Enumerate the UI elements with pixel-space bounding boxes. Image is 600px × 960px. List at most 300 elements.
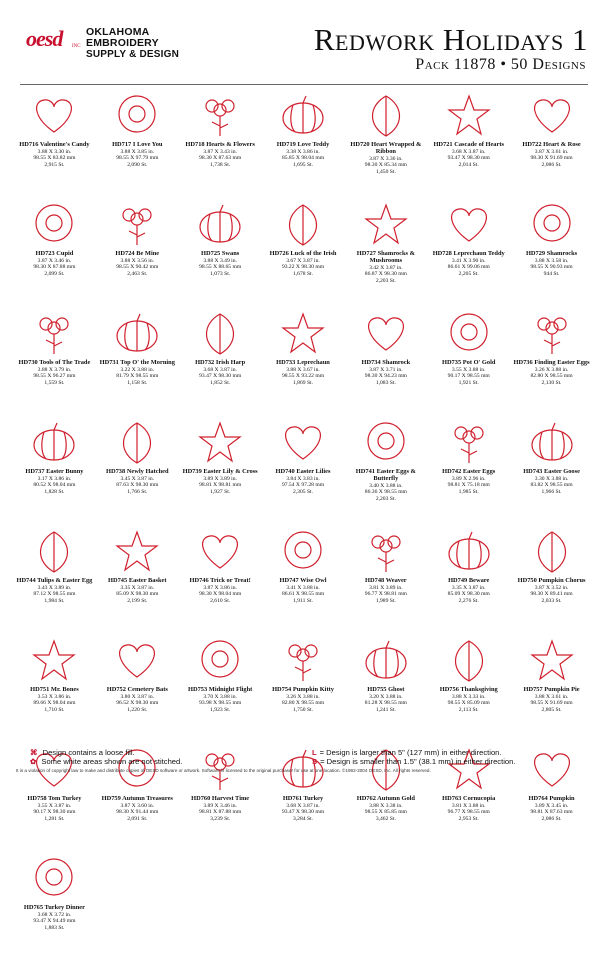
design-name: Pumpkin Kitty [292,686,334,693]
design-title [347,360,424,367]
design-size-inches: 3.88 X 3.79 in. [37,366,72,373]
design-name: Pumpkin [549,795,575,802]
design-size-inches: 3.87 X 3.52 in. [534,584,569,591]
design-tile[interactable] [345,306,426,415]
design-stitch-count: 2,014 St. [458,161,479,168]
design-tile[interactable] [263,88,344,197]
design-tile[interactable] [263,306,344,415]
design-size-inches: 3.41 X 3.88 in. [286,584,320,591]
design-id: HD716 [19,141,39,148]
design-tile[interactable] [511,633,592,742]
logo-mark-suffix: INC [72,44,81,49]
design-name: Easter Eggs [462,468,496,475]
design-caption [97,578,178,604]
design-title [347,578,424,585]
design-id: HD758 [27,795,47,802]
design-title [265,360,342,367]
pie-icon [522,633,582,685]
design-size-inches: 3.30 X 3.88 in. [534,475,569,482]
design-caption [345,469,426,502]
design-tile[interactable] [428,415,509,524]
design-id: HD754 [272,686,292,693]
design-caption [14,796,95,822]
design-name: Turkey Dinner [44,904,85,911]
design-size-inches: 3.22 X 3.88 in. [120,366,155,373]
thanksgiving-sign-icon [439,633,499,685]
design-size-inches: 3.68 X 3.87 in. [451,148,486,155]
design-caption [97,251,178,277]
design-name: Autumn Gold [377,795,415,802]
design-tile[interactable] [511,88,592,197]
design-id: HD748 [365,577,385,584]
oesd-logo-mark [26,24,80,68]
leprechaun-teddy-icon [439,197,499,249]
design-title [265,142,342,149]
design-caption [97,142,178,168]
design-size-inches: 3.88 X 3.30 in. [37,148,72,155]
design-id: HD733 [276,359,296,366]
design-name: Autumn Treasures [122,795,173,802]
design-tile[interactable] [180,88,261,197]
design-stitch-count: 1,073 St. [210,270,231,277]
design-stitch-count: 1,921 St. [458,379,479,386]
design-tile[interactable] [97,633,178,742]
design-size-mm: 86.36 X 98.55 mm [364,489,407,496]
bunny-icon [522,306,582,358]
design-tile[interactable] [180,524,261,633]
design-id: HD741 [355,468,375,475]
page-header [0,0,600,82]
design-id: HD744 [16,577,36,584]
design-size-inches: 3.89 X 2.96 in. [451,475,486,482]
design-tile[interactable] [180,742,261,851]
design-tile[interactable] [511,524,592,633]
design-tile[interactable] [345,197,426,306]
design-title [430,578,507,585]
logo-company-name [86,27,179,60]
design-size-mm: 98.55 X 93.22 mm [281,373,325,380]
design-name: Tools of The Trade [39,359,91,366]
design-tile[interactable] [428,524,509,633]
design-title [430,469,507,476]
design-stitch-count: 2,130 St. [541,379,562,386]
heart-rose-icon [522,88,582,140]
leprechaun-hat-icon [24,306,84,358]
design-tile[interactable] [14,524,95,633]
design-stitch-count: 2,033 St. [541,597,562,604]
design-name: Pumpkin Chorus [538,577,586,584]
design-id: HD759 [101,795,121,802]
design-size-inches: 3.70 X 3.88 in. [203,693,237,700]
pot-of-gold-icon [439,306,499,358]
design-name: Leprechaun [296,359,330,366]
design-id: HD756 [439,686,459,693]
design-size-inches: 3.45 X 3.87 in. [120,475,155,482]
lily-cross-icon [190,415,250,467]
design-title [182,360,259,367]
design-size-inches: 3.88 X 3.49 in. [203,257,237,264]
design-title [430,142,507,149]
design-size-mm: 98.30 X 89.41 mm [530,591,573,598]
design-tile[interactable] [14,851,95,960]
design-caption [14,687,95,713]
design-size-mm: 98.55 X 91.69 mm [530,700,573,707]
design-size-mm: 90.17 X 98.30 mm [33,809,76,816]
design-size-mm: 98.30 X 98.04 mm [199,591,242,598]
design-size-mm: 87.63 X 98.30 mm [116,482,159,489]
design-size-mm: 97.54 X 97.28 mm [281,482,325,489]
design-title [16,796,93,803]
design-name: Cupid [56,250,74,257]
design-title [513,360,590,367]
design-stitch-count: 1,241 St. [375,706,396,713]
design-id: HD725 [201,250,221,257]
design-caption [263,251,344,277]
design-id: HD722 [522,141,542,148]
design-size-inches: 3.43 X 3.89 in. [37,584,72,591]
design-title [99,687,176,694]
design-size-inches: 3.53 X 3.86 in. [37,693,72,700]
design-caption [14,905,95,931]
mushrooms-icon [356,197,416,249]
design-title [182,796,259,803]
design-title [347,469,424,483]
design-title [430,687,507,694]
design-caption [97,469,178,495]
design-caption [345,687,426,713]
design-stitch-count: 1,559 St. [44,379,65,386]
design-title [513,687,590,694]
design-size-mm: 89.66 X 98.04 mm [33,700,76,707]
design-id: HD762 [356,795,376,802]
design-tile[interactable] [345,524,426,633]
design-size-mm: 86.61 X 98.55 mm [281,591,325,598]
design-size-inches: 3.88 X 3.33 in. [451,693,486,700]
design-tile[interactable] [511,197,592,306]
design-name: Harvest Time [211,795,250,802]
design-id: HD730 [18,359,38,366]
design-name: Easter Eggs & Butterfly [373,468,416,482]
lilies-icon [273,415,333,467]
design-size-mm: 98.55 X 96.27 mm [33,373,76,380]
design-id: HD731 [99,359,119,366]
design-size-mm: 93.47 X 94.49 mm [33,918,76,925]
design-stitch-count: 1,450 St. [375,168,396,175]
design-stitch-count: 944 St. [543,270,560,277]
shamrock-icon [356,306,416,358]
design-size-inches: 3.35 X 3.87 in. [120,584,155,591]
design-stitch-count: 1,869 St. [292,379,314,386]
design-size-inches: 3.55 X 3.88 in. [451,366,486,373]
design-stitch-count: 2,099 St. [44,270,65,277]
design-name: Heart Wrapped & Ribbon [371,141,422,155]
swans-icon [190,197,250,249]
design-size-mm: 85.09 X 98.30 mm [116,591,159,598]
design-size-mm: 86.87 X 98.30 mm [364,271,407,278]
design-name: Turkey [303,795,324,802]
legend-small [312,757,515,766]
design-name: I Love You [132,141,163,148]
top-hat-icon [107,306,167,358]
design-id: HD727 [356,250,376,257]
design-size-inches: 3.88 X 3.67 in. [286,366,320,373]
design-size-inches: 3.20 X 3.88 in. [369,693,403,700]
design-tile[interactable] [345,88,426,197]
design-size-inches: 3.38 X 3.86 in. [286,148,320,155]
design-id: HD753 [187,686,208,693]
design-size-mm: 98.55 X 83.82 mm [33,155,76,162]
page-title: Redwork Holidays 1 [313,22,588,57]
design-name: Cascade of Hearts [454,141,504,148]
design-caption [14,142,95,168]
design-size-mm: 93.47 X 98.30 mm [447,155,490,162]
design-name: Easter Basket [128,577,167,584]
design-stitch-count: 1,911 St. [293,597,313,604]
design-name: Ghost [388,686,405,693]
design-tile[interactable] [511,742,592,851]
design-id: HD750 [517,577,537,584]
design-tile[interactable] [97,88,178,197]
design-caption [511,578,592,604]
design-title [347,251,424,265]
design-caption [428,469,509,495]
design-caption [14,360,95,386]
design-stitch-count: 3,239 St. [210,815,231,822]
design-name: Be Mine [136,250,160,257]
design-id: HD764 [528,795,548,802]
design-name: Swans [221,250,240,257]
design-tile[interactable] [511,306,592,415]
logo-line-1: OKLAHOMA [86,26,150,38]
header-divider [20,84,588,85]
design-caption [263,142,344,168]
design-tile[interactable] [263,197,344,306]
witch-moon-icon [190,633,250,685]
design-name: Finding Easter Eggs [534,359,590,366]
design-caption [180,251,261,277]
design-id: HD738 [106,468,126,475]
design-caption [428,360,509,386]
bats-moon-icon [107,633,167,685]
design-tile[interactable] [180,197,261,306]
design-stitch-count: 2,610 St. [210,597,231,604]
design-size-mm: 98.81 X 75.18 mm [447,482,490,489]
design-caption [263,578,344,604]
logo-mark-text: oesd [26,26,63,51]
design-caption [14,251,95,277]
design-title [265,796,342,803]
design-id: HD761 [282,795,303,802]
eggs-nest-icon [439,415,499,467]
design-size-inches: 3.81 X 3.88 in. [451,802,486,809]
pumpkin-kitty-icon [273,633,333,685]
design-name: Pot O' Gold [462,359,496,366]
design-tile[interactable] [428,197,509,306]
design-size-inches: 3.41 X 3.90 in. [451,257,486,264]
teddy-bear-icon [273,88,333,140]
logo-line-2: EMBROIDERY [86,37,159,49]
design-tile[interactable] [263,633,344,742]
design-tile[interactable] [180,306,261,415]
design-tile[interactable] [345,633,426,742]
design-caption [180,469,261,495]
design-stitch-count: 1,750 St. [292,706,314,713]
design-size-mm: 81.79 X 98.55 mm [116,373,159,380]
goose-icon [522,415,582,467]
design-size-inches: 3.26 X 3.88 in. [534,366,569,373]
design-stitch-count: 1,984 St. [44,597,65,604]
design-caption [180,796,261,822]
oesd-logo [26,24,236,70]
design-tile[interactable] [97,306,178,415]
design-stitch-count: 1,966 St. [541,488,562,495]
design-size-inches: 3.68 X 3.87 in. [286,802,320,809]
design-id: HD765 [23,904,44,911]
design-title [182,469,259,476]
design-name: Irish Harp [215,359,246,366]
design-name: Cemetery Bats [127,686,168,693]
love-sign-icon [107,88,167,140]
design-size-mm: 98.30 X 91.44 mm [116,809,159,816]
design-stitch-count: 1,923 St. [210,706,231,713]
design-name: Tulips & Easter Egg [37,577,93,584]
design-caption [263,796,344,822]
design-tile[interactable] [14,415,95,524]
design-size-inches: 3.89 X 3.89 in. [203,475,237,482]
design-id: HD751 [30,686,50,693]
design-size-inches: 3.87 X 3.43 in. [203,148,237,155]
design-stitch-count: 2,086 St. [541,815,562,822]
easter-egg-icon [24,415,84,467]
design-caption [14,578,95,604]
legend-white-areas-text: Some white areas shown are not stitched. [41,757,183,766]
design-caption [180,687,261,713]
design-tile[interactable] [97,524,178,633]
skull-hat-icon [24,633,84,685]
design-stitch-count: 2,305 St. [292,488,314,495]
design-name: Luck of the Irish [290,250,337,257]
design-stitch-count: 1,766 St. [127,488,148,495]
design-tile[interactable] [14,633,95,742]
design-size-mm: 82.80 X 98.55 mm [281,700,325,707]
design-size-inches: 3.80 X 3.87 in. [120,693,155,700]
design-title [182,687,259,694]
design-size-mm: 98.30 X 85.34 mm [364,162,407,169]
design-title [347,687,424,694]
design-tile[interactable] [428,306,509,415]
design-size-mm: 80.52 X 98.04 mm [33,482,76,489]
design-id: HD755 [367,686,387,693]
design-stitch-count: 2,953 St. [458,815,479,822]
be-mine-heart-icon [107,197,167,249]
design-caption [263,360,344,386]
design-name: Newly Hatched [126,468,169,475]
design-stitch-count: 3,462 St. [375,815,396,822]
design-id: HD747 [279,577,299,584]
design-id: HD721 [433,141,453,148]
design-name: Shamrock [382,359,411,366]
design-title [347,796,424,803]
design-size-mm: 93.47 X 98.30 mm [199,373,242,380]
design-tile[interactable] [345,415,426,524]
design-name: Easter Bunny [46,468,84,475]
design-tile[interactable] [14,88,95,197]
design-size-inches: 3.87 X 3.60 in. [120,802,155,809]
design-caption [511,469,592,495]
design-size-inches: 3.88 X 3.38 in. [369,802,403,809]
design-name: Hearts & Flowers [206,141,255,148]
design-id: HD757 [523,686,543,693]
design-name: Easter Lily & Cross [203,468,258,475]
design-stitch-count: 1,927 St. [210,488,231,495]
design-name: Midnight Flight [208,686,253,693]
design-caption [97,796,178,822]
design-tile[interactable] [511,415,592,524]
design-stitch-count: 1,989 St. [375,597,396,604]
design-title [265,469,342,476]
design-size-mm: 87.12 X 98.55 mm [33,591,76,598]
design-size-mm: 93.98 X 98.55 mm [199,700,242,707]
design-tile[interactable] [14,306,95,415]
design-name: Trick or Treat! [210,577,251,584]
design-tile[interactable] [14,197,95,306]
design-size-inches: 3.87 X 3.61 in. [534,148,569,155]
design-title [16,469,93,476]
design-title [16,687,93,694]
design-size-mm: 96.77 X 98.55 mm [447,809,490,816]
design-title [99,469,176,476]
design-size-inches: 3.84 X 3.83 in. [286,475,320,482]
design-stitch-count: 1,281 St. [44,815,65,822]
design-stitch-count: 1,220 St. [127,706,148,713]
design-tile[interactable] [263,415,344,524]
design-size-inches: 3.40 X 3.88 in. [369,482,403,489]
design-tile[interactable] [428,633,509,742]
design-id: HD734 [361,359,381,366]
harp-icon [190,306,250,358]
design-size-inches: 3.17 X 3.86 in. [37,475,72,482]
design-title [99,796,176,803]
design-caption [511,796,592,822]
design-stitch-count: 1,710 St. [44,706,65,713]
design-name: Love Teddy [297,141,330,148]
design-tile[interactable] [97,415,178,524]
design-size-inches: 3.81 X 3.89 in. [369,584,403,591]
design-tile[interactable] [180,633,261,742]
design-name: Leprechaun Teddy [453,250,505,257]
design-caption [511,687,592,713]
design-caption [345,251,426,284]
design-tile[interactable] [97,197,178,306]
design-name: Wise Owl [300,577,327,584]
turkey-dinner-icon [24,851,84,903]
design-tile[interactable] [180,415,261,524]
design-id: HD726 [269,250,289,257]
design-stitch-count: 3,284 St. [292,815,314,822]
design-tile[interactable] [263,524,344,633]
design-size-inches: 3.88 X 3.61 in. [534,693,569,700]
design-name: Pumpkin Pie [544,686,580,693]
design-caption [263,687,344,713]
design-tile[interactable] [428,88,509,197]
design-id: HD724 [115,250,135,257]
design-title [182,251,259,258]
design-size-inches: 3.67 X 3.87 in. [286,257,320,264]
design-size-mm: 98.55 X 90.93 mm [530,264,573,271]
design-caption [511,360,592,386]
legend-small-text: = Design is smaller than 1.5" (38.1 mm) in either direction. [320,757,516,766]
design-id: HD717 [112,141,132,148]
